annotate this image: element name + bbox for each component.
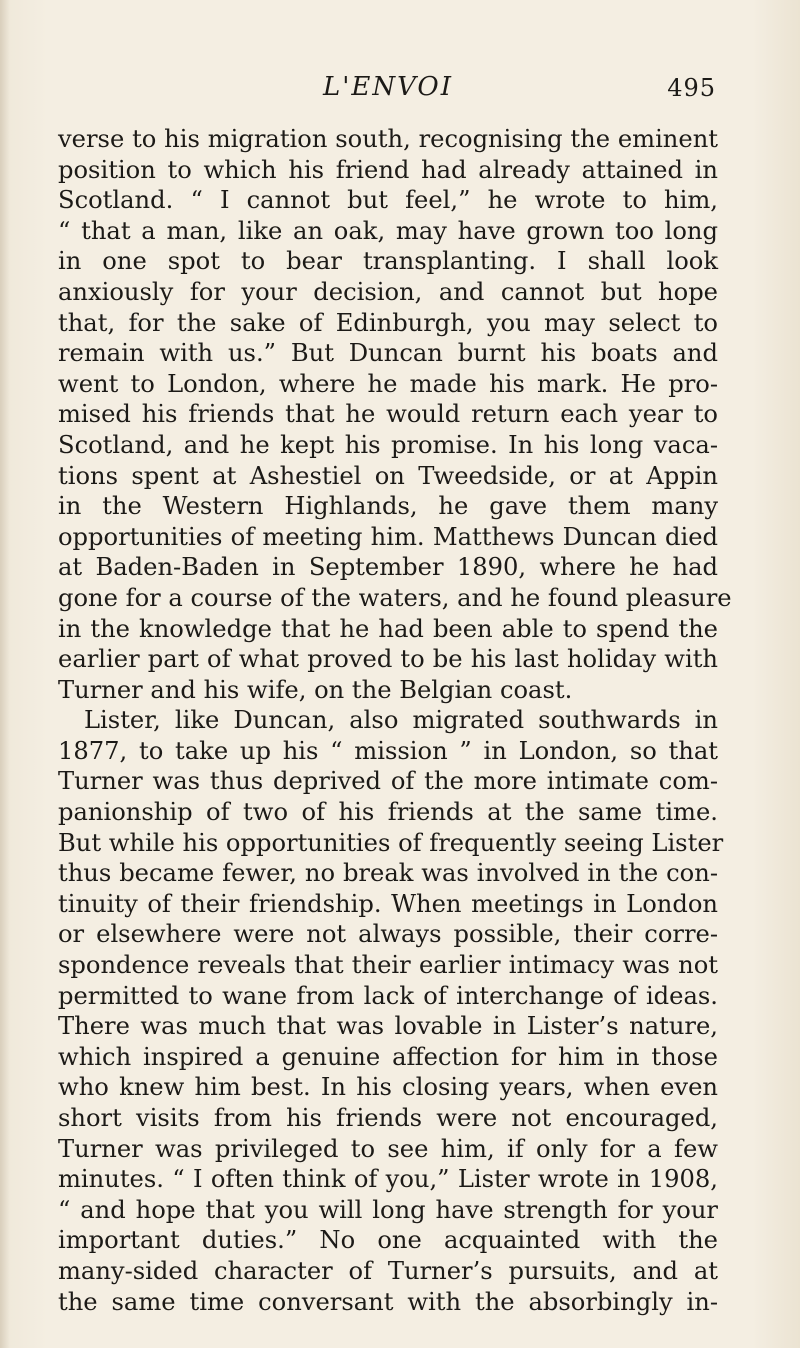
text-line: in one spot to bear transplanting. I shall look [58,247,718,276]
page-header [60,72,716,112]
text-line: anxiously for your decision, and cannot but hope [58,277,718,306]
text-line: the same time conversant with the absorbingly in- [58,1287,718,1316]
text-line: which inspired a genuine affection for him in those [58,1042,718,1071]
text-line: in the Western Highlands, he gave them many [58,492,718,521]
text-line: at Baden-Baden in September 1890, where he had [58,553,718,582]
text-line: position to which his friend had already attained in [58,155,718,184]
text-line: spondence reveals that their earlier intimacy was not [58,951,718,980]
text-line-paragraph-start: Lister, like Duncan, also migrated southwards in [84,706,718,735]
running-title: L'ENVOI [322,72,454,102]
text-line: minutes. “ I often think of you,” Lister wrote in 1908, [58,1165,718,1194]
text-line: remain with us.” But Duncan burnt his boats and [58,339,718,368]
text-line: or elsewhere were not always possible, their corre- [58,920,718,949]
text-line: earlier part of what proved to be his last holiday with [58,645,718,674]
text-line: opportunities of meeting him. Matthews Duncan died [58,522,718,551]
text-line: short visits from his friends were not encouraged, [58,1104,718,1132]
text-line: Scotland. “ I cannot but feel,” he wrote to him, [58,186,718,215]
text-line: tions spent at Ashestiel on Tweedside, or at Appin [58,461,718,490]
text-line: But while his opportunities of frequently seeing Lister [58,828,724,857]
text-line: “ that a man, like an oak, may have grown too long [58,216,718,245]
text-line: There was much that was lovable in Lister’s nature, [58,1012,718,1041]
page-number: 495 [667,74,716,102]
text-line: panionship of two of his friends at the same time. [58,798,718,827]
page-gutter-shadow [0,0,10,1348]
text-line: Scotland, and he kept his promise. In his long vaca- [58,430,718,459]
text-line: permitted to wane from lack of interchange of ideas. [58,981,718,1010]
text-line: in the knowledge that he had been able to spend the [58,614,718,643]
text-line: tinuity of their friendship. When meetings in London [58,889,718,918]
text-line: many-sided character of Turner’s pursuits, and at [58,1256,718,1285]
text-line: mised his friends that he would return each year to [58,400,718,429]
text-line: who knew him best. In his closing years, when even [58,1073,718,1102]
body-text [58,124,732,1317]
text-line: “ and hope that you will long have strength for your [58,1195,718,1224]
text-line: important duties.” No one acquainted with the [58,1226,718,1255]
text-line: 1877, to take up his “ mission ” in London, so that [58,736,718,765]
text-line: that, for the sake of Edinburgh, you may select to [58,308,718,337]
text-line: Turner was privileged to see him, if only for a few [58,1134,718,1163]
text-line: Turner was thus deprived of the more intimate com- [58,767,718,796]
text-line: gone for a course of the waters, and he found pleasure [58,583,732,612]
text-line: verse to his migration south, recognising the eminent [58,125,718,153]
text-line-paragraph-end: Turner and his wife, on the Belgian coast. [58,675,573,704]
text-line: thus became fewer, no break was involved in the con- [58,859,718,888]
text-line: went to London, where he made his mark. He pro- [58,369,718,398]
